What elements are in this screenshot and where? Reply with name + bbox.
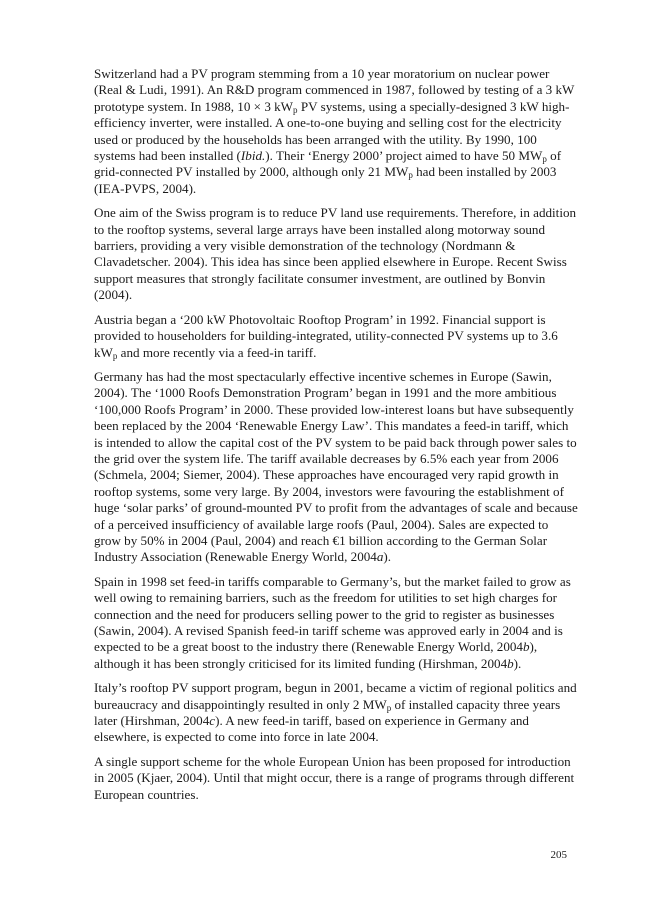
text-run: PV systems, using a specially-designed 3 kW high-efficiency inverter, were installed. A one-to-one buying and selling cost for the electricity used or produced by the households has been arranged with the utility. By 1990, 100 systems had been installed ( — [94, 98, 570, 164]
paragraph — [94, 369, 578, 566]
subscript-run: p — [293, 104, 298, 115]
text-run: Spain in 1998 set feed-in tariffs comparable to Germany’s, but the market failed to grow as well owing to remaining barriers, such as the freedom for utilities to set high charges for connection and the need for producers selling power to the grid to register as businesses (Sawin, 2004). A revised Spanish feed-in tariff scheme was approved early in 2004 and is expected to be a great boost to the industry there (Renewable Energy World, 2004 — [94, 573, 571, 655]
subscript-run: p — [112, 350, 118, 361]
subscript-run: p — [542, 154, 547, 165]
paragraph — [94, 66, 578, 197]
subscript-run: p — [408, 170, 413, 181]
italic-run: a — [376, 549, 384, 565]
text-run: Germany has had the most spectacularly effective incentive schemes in Europe (Sawin, 2004). The ‘1000 Roofs Demonstration Program’ began in 1991 and the more ambitious ‘100,000 Roofs Program’ in 2000. These provided low-interest loans but have subsequently been replaced by the 2004 ‘Renewable Energy Law’. This mandates a feed-in tariff, which is intended to allow the capital cost of the PV system to be paid back through power sales to the grid over the system life. The tariff available decreases by 6.5% each year from 2006 (Schmela, 2004; Siemer, 2004). These approaches have encouraged very rapid growth in rooftop systems, some very large. By 2004, investors were favouring the establishment of huge ‘solar parks’ of ground-mounted PV to profit from the advantages of scale and because of a perceived insufficiency of available large roofs (Paul, 2004). Sales are expected to grow by 50% in 2004 (Paul, 2004) and reach €1 billion according to the German Solar Industry Association (Renewable Energy World, 2004 — [94, 368, 578, 565]
paragraph — [94, 754, 578, 803]
text-run: Austria began a ‘200 kW Photovoltaic Rooftop Program’ in 1992. Financial support is provided to householders for building-integrated, utility-connected PV systems up to 3.6 kW — [94, 311, 558, 360]
italic-run: c — [209, 713, 216, 729]
paragraph — [94, 574, 578, 672]
text-run: ). A new feed-in tariff, based on experience in Germany and elsewhere, is expected to come into force in late 2004. — [94, 713, 529, 745]
page-number: 205 — [550, 849, 567, 861]
text-run: Italy’s rooftop PV support program, begun in 2001, became a victim of regional politics and bureaucracy and disappointingly resulted in only 2 MW — [94, 680, 577, 712]
italic-run: b — [507, 655, 514, 671]
italic-run: b — [522, 639, 530, 655]
italic-run: Ibid. — [240, 148, 266, 164]
text-run: of grid-connected PV installed by 2000, although only 21 MW — [94, 148, 562, 180]
paragraph — [94, 312, 578, 361]
text-run: Switzerland had a PV program stemming from a 10 year moratorium on nuclear power (Real & Ludi, 1991). An R&D program commenced in 1987, followed by testing of a 3 kW prototype system. In 1988, 10 × 3 kW — [94, 66, 575, 114]
text-run: ). — [513, 655, 522, 671]
text-run: A single support scheme for the whole European Union has been proposed for introduction in 2005 (Kjaer, 2004). Until that might occur, there is a range of programs through different European countries. — [94, 753, 575, 802]
subscript-run: p — [386, 702, 392, 713]
paragraph — [94, 205, 578, 303]
text-run: and more recently via a feed-in tariff. — [117, 344, 317, 360]
text-run: of installed capacity three years later (Hirshman, 2004 — [94, 696, 561, 729]
text-run: One aim of the Swiss program is to reduce PV land use requirements. Therefore, in addition to the rooftop systems, several large arrays have been installed along motorway sound barriers, providing a very visible demonstration of the technology (Nordmann & Clavadetscher. 2004). This idea has since been applied elsewhere in Europe. Recent Swiss support measures that strongly facilitate consumer investment, are outlined by Bonvin (2004). — [94, 205, 577, 303]
page-body — [94, 66, 578, 811]
text-run: ), although it has been strongly criticised for its limited funding (Hirshman, 2004 — [94, 639, 538, 671]
text-run: ). Their ‘Energy 2000’ project aimed to have 50 MW — [265, 148, 543, 164]
paragraph — [94, 680, 578, 746]
text-run: ). — [383, 549, 392, 565]
text-run: had been installed by 2003 (IEA-PVPS, 2004). — [94, 164, 557, 196]
